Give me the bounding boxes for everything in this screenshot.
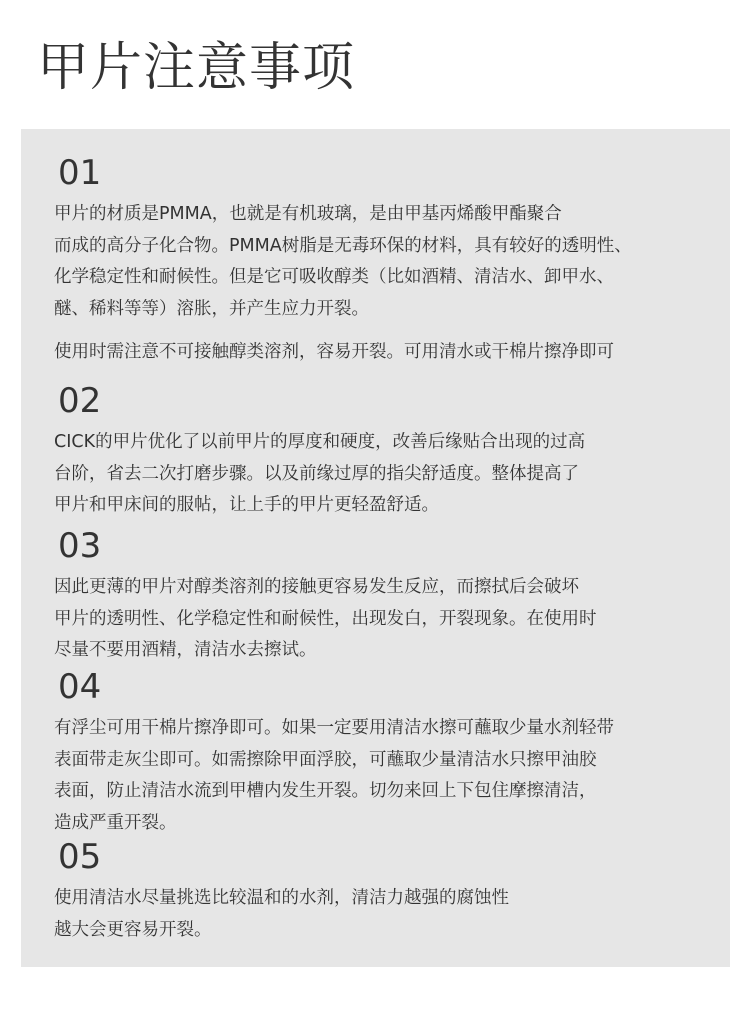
paragraph-line: 甲片的材质是PMMA，也就是有机玻璃，是由甲基丙烯酸甲酯聚合 <box>54 204 562 224</box>
paragraph-line: 使用清洁水尽量挑选比较温和的水剂，清洁力越强的腐蚀性 <box>54 888 509 908</box>
section-paragraph <box>54 883 714 946</box>
paragraph-line: 甲片和甲床间的服帖，让上手的甲片更轻盈舒适。 <box>54 495 439 515</box>
section-paragraph <box>54 337 714 369</box>
paragraph-line: 而成的高分子化合物。PMMA树脂是无毒环保的材料，具有较好的透明性、 <box>54 235 632 256</box>
section-paragraph <box>54 572 714 667</box>
paragraph-line: 化学稳定性和耐候性。但是它可吸收醇类（比如酒精、清洁水、卸甲水、 <box>54 267 614 287</box>
section-paragraph <box>54 427 714 522</box>
section-number: 04 <box>58 667 102 707</box>
paragraph-line: 台阶，省去二次打磨步骤。以及前缘过厚的指尖舒适度。整体提高了 <box>54 463 579 484</box>
section-number: 03 <box>58 526 102 566</box>
paragraph-line: 表面带走灰尘即可。如需擦除甲面浮胶，可蘸取少量清洁水只擦甲油胶 <box>54 749 597 770</box>
paragraph-line: 表面，防止清洁水流到甲槽内发生开裂。切勿来回上下包住摩擦清洁， <box>54 781 597 801</box>
notice-section-02 <box>54 381 714 522</box>
notice-section-04 <box>54 667 714 839</box>
paragraph-line: 尽量不要用酒精，清洁水去擦试。 <box>54 640 317 660</box>
notice-card <box>21 129 730 967</box>
paragraph-line: 越大会更容易开裂。 <box>54 919 212 940</box>
paragraph-line: CICK的甲片优化了以前甲片的厚度和硬度，改善后缘贴合出现的过高 <box>54 432 586 452</box>
paragraph-line: 醚、稀料等等）溶胀，并产生应力开裂。 <box>54 298 369 319</box>
section-number: 02 <box>58 381 102 421</box>
paragraph-line: 有浮尘可用干棉片擦净即可。如果一定要用清洁水擦可蘸取少量水剂轻带 <box>54 718 614 738</box>
page-title: 甲片注意事项 <box>37 38 356 98</box>
section-paragraph <box>54 713 714 839</box>
paragraph-line: 甲片的透明性、化学稳定性和耐候性，出现发白，开裂现象。在使用时 <box>54 608 597 629</box>
section-paragraph <box>54 199 714 325</box>
section-number: 05 <box>58 837 102 877</box>
paragraph-line: 因此更薄的甲片对醇类溶剂的接触更容易发生反应，而擦拭后会破坏 <box>54 577 579 597</box>
notice-section-05 <box>54 837 714 946</box>
notice-section-01 <box>54 153 714 369</box>
notice-section-03 <box>54 526 714 667</box>
paragraph-line: 造成严重开裂。 <box>54 812 177 833</box>
section-number: 01 <box>58 153 102 193</box>
paragraph-line: 使用时需注意不可接触醇类溶剂，容易开裂。可用清水或干棉片擦净即可 <box>54 342 614 362</box>
